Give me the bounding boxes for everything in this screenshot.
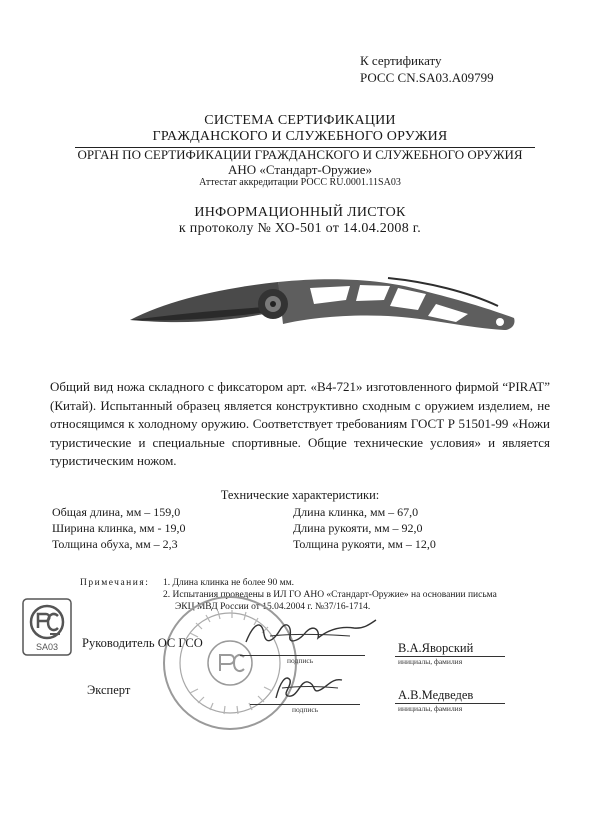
name-caption-head: инициалы, фамилия xyxy=(398,657,463,666)
ano-name: АНО «Стандарт-Оружие» xyxy=(228,162,372,177)
note-item: 2. Испытания проведены в ИЛ ГО АНО «Стандарт-Оружие» на основании письма xyxy=(163,590,497,600)
spec-item: Общая длина, мм – 159,0 xyxy=(52,505,181,519)
signature-head xyxy=(240,612,380,654)
system-title-line2: ГРАЖДАНСКОГО И СЛУЖЕБНОГО ОРУЖИЯ xyxy=(152,129,448,144)
signature-caption-expert: подпись xyxy=(292,705,319,714)
protocol-reference: к протоколу № ХО-501 от 14.04.2008 г. xyxy=(178,221,422,236)
certificate-reference xyxy=(360,52,494,86)
signature-caption-head: подпись xyxy=(287,656,314,665)
system-title-line1: СИСТЕМА СЕРТИФИКАЦИИ xyxy=(204,113,396,128)
signature-role-head: Руководитель ОС ГСО xyxy=(82,636,203,650)
certification-mark xyxy=(22,598,72,656)
note-item-continuation: ЭКЦ МВД России от 15.04.2004 г. №37/16-1714. xyxy=(175,602,371,612)
document-title xyxy=(0,205,600,237)
product-description: Общий вид ножа складного с фиксатором арт. «B4-721» изготовленного фирмой “PIRAT” (Китай). Испытанный образец является конструктивно сходным с оружием изделием, не относящимся к холодному оружию. Соответствует требованиям ГОСТ Р 51501-99 «Ножи туристические и специальные спортивные. Общие технические условия» и является туристическим ножом. xyxy=(50,379,550,468)
mark-code: SA03 xyxy=(35,642,59,652)
name-caption-expert: инициалы, фамилия xyxy=(398,704,463,713)
accreditation-line: Аттестат аккредитации РОСС RU.0001.11SA03 xyxy=(199,177,401,188)
specs-left-column xyxy=(52,504,186,552)
certificate-ref-label: К сертификату xyxy=(360,53,442,68)
specs-right-column xyxy=(293,504,436,552)
organ-title: ОРГАН ПО СЕРТИФИКАЦИИ ГРАЖДАНСКОГО И СЛУЖЕБНОГО ОРУЖИЯ xyxy=(77,147,523,162)
note-item: 1. Длина клинка не более 90 мм. xyxy=(163,578,295,588)
specs-title: Технические характеристики: xyxy=(220,488,380,502)
notes-label: Примечания: xyxy=(80,578,150,588)
signer-name-head: В.А.Яворский xyxy=(398,641,474,655)
signature-expert xyxy=(268,668,348,704)
signer-name-expert: А.В.Медведев xyxy=(398,688,474,702)
signature-role-expert: Эксперт xyxy=(87,683,131,697)
spec-item: Ширина клинка, мм - 19,0 xyxy=(52,521,186,535)
spec-item: Толщина рукояти, мм – 12,0 xyxy=(293,537,436,551)
certification-organ xyxy=(0,147,600,177)
certification-system-header xyxy=(0,113,600,145)
spec-item: Толщина обуха, мм – 2,3 xyxy=(52,537,178,551)
knife-photo xyxy=(128,262,518,352)
spec-item: Длина рукояти, мм – 92,0 xyxy=(293,521,423,535)
certificate-number: РОСС CN.SA03.A09799 xyxy=(360,70,494,85)
info-sheet-title: ИНФОРМАЦИОННЫЙ ЛИСТОК xyxy=(194,205,406,220)
spec-item: Длина клинка, мм – 67,0 xyxy=(293,505,419,519)
